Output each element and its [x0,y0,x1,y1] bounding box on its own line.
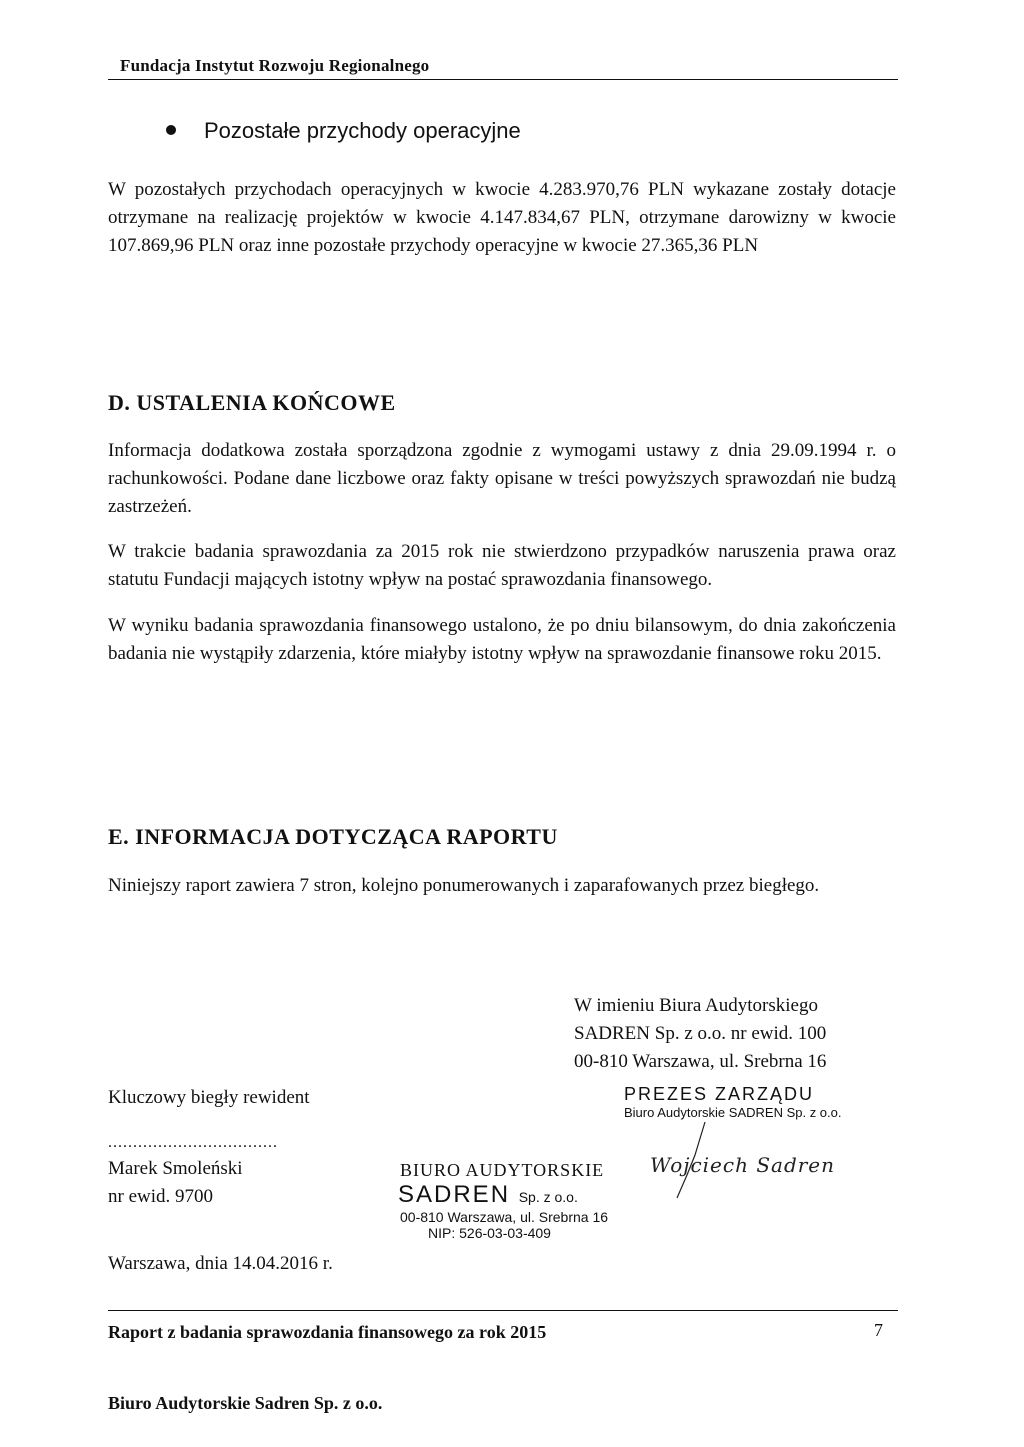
president-signature: Wojciech Sadren [650,1153,836,1177]
office-signature-block [574,992,826,1076]
footer-report-title: Raport z badania sprawozdania finansowego za rok 2015 [108,1322,547,1342]
paragraph-audit-findings: W trakcie badania sprawozdania za 2015 rok nie stwierdzono przypadków naruszenia prawa oraz statutu Fundacji mających istotny wpływ na postać sprawozdania finansowego. [108,541,896,590]
footer-divider [108,1310,898,1311]
header-divider [108,79,898,80]
document-header: Fundacja Instytut Rozwoju Regionalnego [120,56,430,75]
stamp-address: 00-810 Warszawa, ul. Srebrna 16 [400,1209,609,1225]
stamp-nip: NIP: 526-03-03-409 [428,1225,551,1241]
auditor-name: Marek Smoleński [108,1158,243,1179]
place-and-date: Warszawa, dnia 14.04.2016 r. [108,1253,333,1274]
auditor-registration: nr ewid. 9700 [108,1186,214,1207]
audit-office-stamp [400,1160,608,1241]
footer-company: Biuro Audytorskie Sadren Sp. z o.o. [108,1393,383,1413]
auditor-signature-line: .................................. [108,1134,278,1151]
footer-page-number: 7 [874,1320,883,1340]
paragraph-post-balance-events: W wyniku badania sprawozdania finansowego ustalono, że po dniu bilansowym, do dnia zakończenia badania nie wystąpiły zdarzenia, które miałyby istotny wpływ na sprawozdanie finansowe roku 2015. [108,615,896,664]
paragraph-report-info: Niniejszy raport zawiera 7 stron, kolejno ponumerowanych i zaparafowanych przez biegłego. [108,875,820,896]
stamp-line-2 [398,1181,608,1209]
paragraph-operating-income: W pozostałych przychodach operacyjnych w kwocie 4.283.970,76 PLN wykazane zostały dotacje otrzymane na realizację projektów w kwocie 4.147.834,67 PLN, otrzymane darowizny w kwocie 107.869,96 PLN oraz inne pozostałe przychody operacyjne w kwocie 27.365,36 PLN [108,179,896,256]
office-line-3: 00-810 Warszawa, ul. Srebrna 16 [574,1051,827,1072]
bullet-heading-row [166,118,521,144]
auditor-details [108,1155,243,1211]
president-stamp [624,1084,841,1120]
signature-stroke [665,1120,715,1200]
president-stamp-title: PREZES ZARZĄDU [624,1084,815,1104]
stamp-line-1: BIURO AUDYTORSKIE [400,1160,605,1180]
stamp-company: SADREN [398,1181,511,1208]
section-heading-e: E. INFORMACJA DOTYCZĄCA RAPORTU [108,824,558,849]
bullet-heading: Pozostałe przychody operacyjne [204,118,521,143]
president-stamp-subtitle: Biuro Audytorskie SADREN Sp. z o.o. [624,1105,842,1120]
office-line-2: SADREN Sp. z o.o. nr ewid. 100 [574,1023,827,1044]
bullet-icon [166,125,176,135]
office-line-1: W imieniu Biura Audytorskiego [574,995,818,1016]
section-heading-d: D. USTALENIA KOŃCOWE [108,390,396,415]
paragraph-additional-info: Informacja dodatkowa została sporządzona zgodnie z wymogami ustawy z dnia 29.09.1994 r. o rachunkowości. Podane dane liczbowe oraz fakty opisane w treści powyższych sprawozdań nie budzą zastrzeżeń. [108,440,896,517]
auditor-role: Kluczowy biegły rewident [108,1087,310,1108]
stamp-company-suffix: Sp. z o.o. [518,1189,578,1205]
